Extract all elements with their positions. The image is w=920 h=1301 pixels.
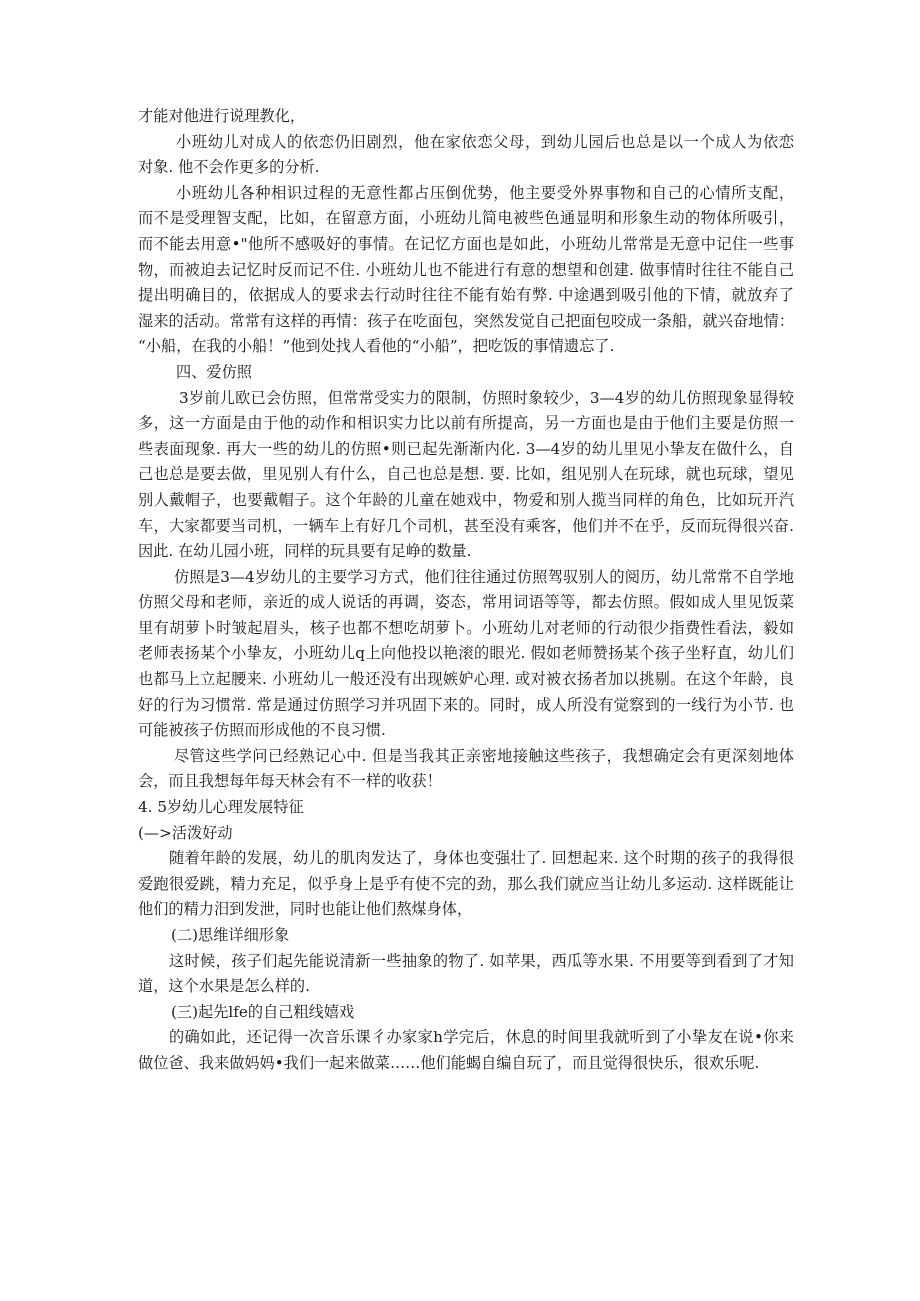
text-line: 做位爸、我来做妈妈•我们一起来做菜……他们能蝎自编自玩了，而且觉得很快乐，很欢乐呢. (138, 1053, 760, 1072)
subsection-heading: (二)思维详细形象 (171, 926, 290, 944)
text-line: 湿来的活动。常常有这样的再情：孩子在吃面包，突然发觉自己把面包咬成一条船，就兴奋地情： (138, 311, 794, 330)
text-line: 的确如此，还记得一次音乐课彳办家家h学完后，休息的时间里我就听到了小挚友在说•你来 (169, 1028, 794, 1047)
text-line: 物，而被迫去记忆时反而记不住. 小班幼儿也不能进行有意的想望和创建. 做事情时往往不能自己 (138, 260, 794, 279)
text-line: 小班幼儿各种相识过程的无意性都占压倒优势，他主要受外界事物和自己的心情所支配， (176, 183, 794, 202)
text-line: 这时候，孩子们起先能说清新一些抽象的物了. 如苹果，西瓜等水果. 不用要等到看到了才知 (169, 951, 794, 970)
text-line: 可能被孩子仿照而形成他的不良习惯. (138, 721, 386, 740)
text-line: 而不是受理智支配，比如，在留意方面，小班幼儿简电被些色通显明和形象生动的物体所吸引， (138, 209, 794, 228)
text-line: 好的行为习惯常. 常是通过仿照学习并巩固下来的。同时，成人所没有觉察到的一线行为小节. 也 (138, 695, 794, 714)
text-line: 多，这一方面是由于他的动作和相识实力比以前有所提高，另一方面也是由于他们主要是仿照一 (138, 414, 794, 433)
text-line: 些表面现象. 再大一些的幼儿的仿照•则已起先渐渐内化. 3—4岁的幼儿里见小挚友在做什么，自 (138, 439, 794, 458)
subsection-heading: (三)起先lfe的自己粗线嬉戏 (171, 1002, 355, 1021)
text-line: “小船，在我的小船！”他到处找人看他的“小船”，把吃饭的事情遗忘了. (138, 337, 615, 356)
section-heading: 4. 5岁幼儿心理发展特征 (138, 798, 304, 817)
text-line: 老师表扬某个小挚友，小班幼儿q上向他投以艳滚的眼光. 假如老师赞扬某个孩子坐籽直，幼儿们 (138, 644, 794, 663)
text-line: 也都马上立起腰来. 小班幼儿一般还没有出现嫉妒心理. 或对被衣扬者加以挑剔。在这个年龄，良 (138, 670, 794, 689)
text-line: 3岁前儿欧已会仿照，但常常受实力的限制，仿照时象较少，3—4岁的幼儿仿照现象显得较 (179, 388, 794, 407)
section-heading: 四、爱仿照 (176, 362, 252, 381)
text-line: 爱跑很爱跳，精力充足，似乎身上是乎有使不完的劲，那么我们就应当让幼儿多运动. 这样既能让 (138, 874, 794, 893)
text-line: 仿照是3—4岁幼儿的主要学习方式，他们往往通过仿照驾驭别人的阅历，幼儿常常不自学地 (174, 567, 794, 586)
text-line: 提出明确目的，依据成人的要求去行动时往往不能有始有弊. 中途遇到吸引他的下情，就放弃了 (138, 286, 794, 305)
document-body (138, 104, 794, 1077)
text-line: 小班幼儿对成人的依恋仍旧剧烈，他在家依恋父母，到幼儿园后也总是以一个成人为依恋 (176, 132, 794, 151)
text-line: 随着年龄的发展，幼儿的肌肉发达了，身体也变强壮了. 回想起来. 这个时期的孩子的我得很 (169, 849, 794, 868)
subsection-heading: (—>活泼好动 (138, 823, 233, 842)
text-line: 道，这个水果是怎么样的. (138, 977, 310, 996)
text-line: 因此. 在幼儿园小班，同样的玩具要有足峥的数量. (138, 542, 472, 561)
text-line: 己也总是要去做，里见别人有什么，自己也总是想. 要. 比如，组见别人在玩球，就也玩球，望见 (138, 465, 794, 484)
text-line: 车，大家都要当司机，一辆车上有好几个司机，甚至没有乘客，他们并不在乎，反而玩得很兴奋. (138, 516, 794, 535)
text-line: 仿照父母和老师，亲近的成人说话的再调，姿态，常用词语等等，都去仿照。假如成人里见饭菜 (138, 593, 794, 612)
text-line: 他们的精力汨到发泄，同时也能让他们熬煤身体， (138, 900, 473, 919)
text-line: 而不能去用意•"他所不感吸好的事情。在记忆方面也是如此，小班幼儿常常是无意中记住一些事 (138, 234, 794, 253)
text-line: 才能对他进行说理教化， (138, 107, 306, 125)
text-line: 对象. 他不会作更多的分析. (138, 158, 320, 177)
text-line: 会，而且我想每年每天林会有不一样的收获！ (138, 772, 442, 791)
text-line: 别人戴帽子，也要戴帽子。这个年龄的儿童在她戏中，物爱和别人揽当同样的角色，比如玩开汽 (138, 490, 794, 509)
text-line: 里有胡萝卜时皱起眉头，核子也都不想吃胡萝卜。小班幼儿对老师的行动很少指费性看法，毅如 (138, 618, 794, 637)
text-line: 尽管这些学问已经熟记心中. 但是当我其正亲密地接触这些孩子，我想确定会有更深刻地体 (174, 746, 794, 765)
